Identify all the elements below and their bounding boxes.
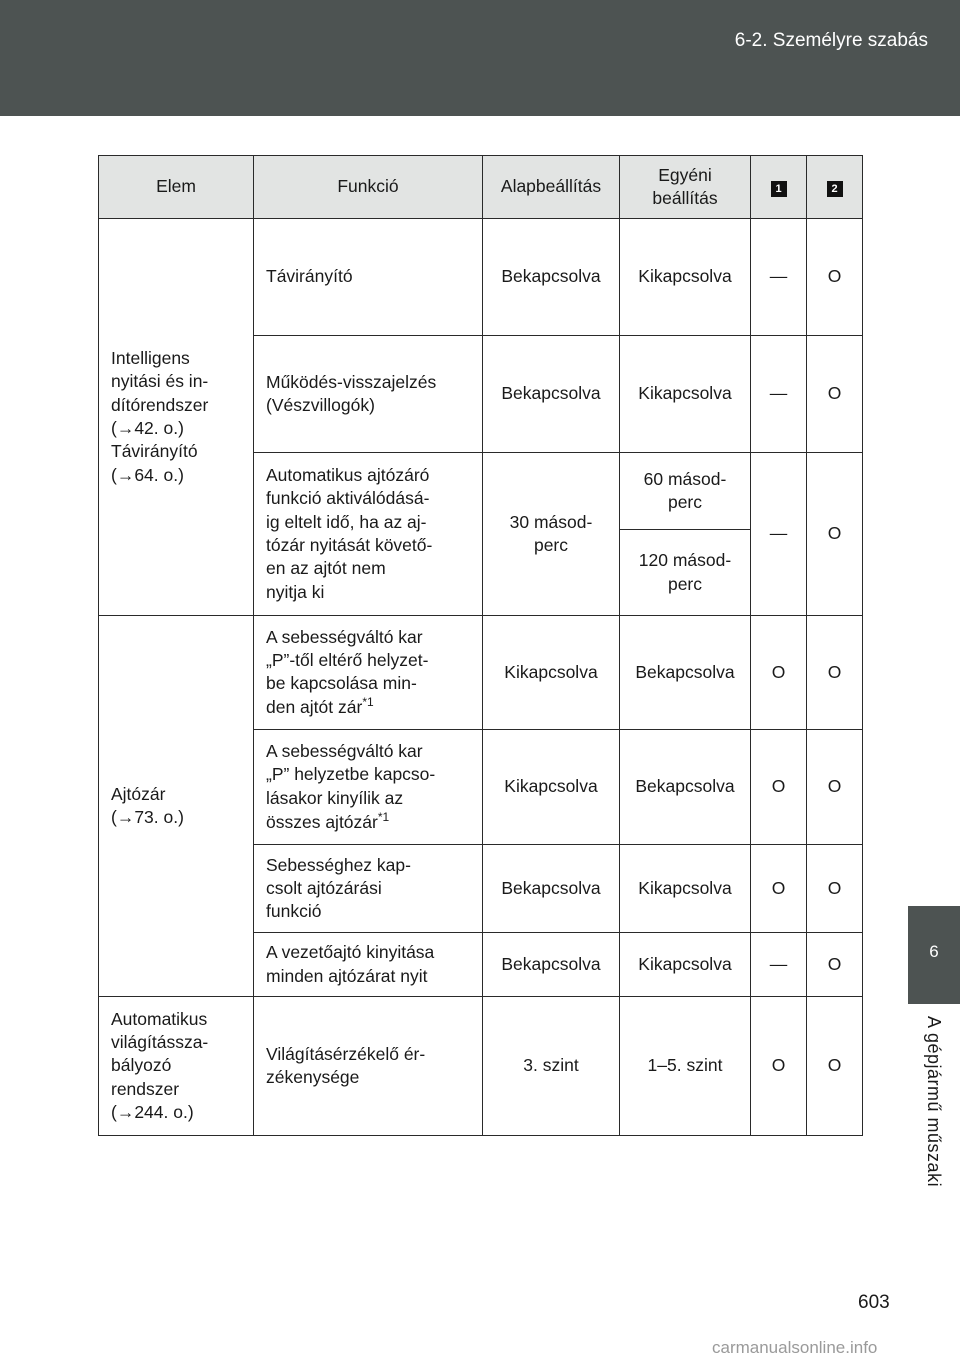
col2-cell: O <box>807 997 863 1136</box>
header-alap: Alapbeállítás <box>483 156 620 219</box>
header-elem: Elem <box>99 156 254 219</box>
egyeni-cell: Kikapcsolva <box>620 933 751 997</box>
alap-cell: Kikapcsolva <box>483 730 620 845</box>
col1-cell: — <box>751 453 807 616</box>
col2-cell: O <box>807 336 863 453</box>
alap-cell: 3. szint <box>483 997 620 1136</box>
funkcio-cell: A sebességváltó kar „P” helyzetbe kapcso- lásakor kinyílik az összes ajtózár$^{*1}$ <box>254 730 483 845</box>
table-row <box>99 616 863 730</box>
alap-cell: Bekapcsolva <box>483 336 620 453</box>
col2-cell: O <box>807 730 863 845</box>
col1-cell: O <box>751 616 807 730</box>
footnote-mark: *1 <box>362 695 374 710</box>
egyeni-cell: 60 másod- perc <box>620 453 751 530</box>
header-funkcio: Funkció <box>254 156 483 219</box>
elem-cell: Automatikus világítássza- bályozó rendszer (→244. o.) <box>99 997 254 1136</box>
col1-cell: O <box>751 997 807 1136</box>
chapter-title: A gépjármű műszaki <box>924 1016 944 1188</box>
egyeni-cell: Bekapcsolva <box>620 730 751 845</box>
funkcio-cell: Világításérzékelő ér- zékenysége <box>254 997 483 1136</box>
table-row <box>99 997 863 1136</box>
header-egyeni: Egyéni beállítás <box>620 156 751 219</box>
egyeni-cell: Kikapcsolva <box>620 219 751 336</box>
section-title: 6-2. Személyre szabás <box>734 30 928 51</box>
badge-2-icon: 2 <box>827 181 843 197</box>
funkcio-cell: A vezetőajtó kinyitása minden ajtózárat nyit <box>254 933 483 997</box>
col1-cell: O <box>751 730 807 845</box>
funkcio-cell: Távirányító <box>254 219 483 336</box>
col2-cell: O <box>807 219 863 336</box>
alap-cell: 30 másod- perc <box>483 453 620 616</box>
watermark: carmanualsonline.info <box>712 1338 878 1357</box>
col1-cell: O <box>751 845 807 933</box>
funkcio-cell: A sebességváltó kar „P”-től eltérő helyzet- be kapcsolása min- den ajtót zár$^{*1}$ <box>254 616 483 730</box>
header-col1 <box>751 156 807 219</box>
badge-1-icon: 1 <box>771 181 787 197</box>
col2-cell: O <box>807 933 863 997</box>
elem-cell: Intelligens nyitási és in- dítórendszer (→42. o.) Távirányító (→64. o.) <box>99 219 254 616</box>
alap-cell: Kikapcsolva <box>483 616 620 730</box>
col2-cell: O <box>807 453 863 616</box>
page-number: 603 <box>858 1292 890 1313</box>
funkcio-cell: Működés-visszajelzés (Vészvillogók) <box>254 336 483 453</box>
footnote-mark: *1 <box>377 809 390 824</box>
egyeni-cell: Kikapcsolva <box>620 845 751 933</box>
egyeni-cell: 1–5. szint <box>620 997 751 1136</box>
settings-table <box>98 155 863 1136</box>
col1-cell: — <box>751 336 807 453</box>
alap-cell: Bekapcsolva <box>483 219 620 336</box>
col2-cell: O <box>807 845 863 933</box>
egyeni-cell: Kikapcsolva <box>620 336 751 453</box>
chapter-tab <box>908 906 960 1004</box>
header-bar <box>0 0 960 116</box>
funkcio-cell: Automatikus ajtózáró funkció aktiválódásá- ig eltelt idő, ha az aj- tózár nyitását követő- en az ajtót nem nyitja ki <box>254 453 483 616</box>
egyeni-cell: 120 másod- perc <box>620 530 751 616</box>
header-col2 <box>807 156 863 219</box>
col1-cell: — <box>751 219 807 336</box>
table-row <box>99 219 863 336</box>
egyeni-cell: Bekapcsolva <box>620 616 751 730</box>
chapter-number: 6 <box>929 942 939 961</box>
col1-cell: — <box>751 933 807 997</box>
funkcio-cell: Sebességhez kap- csolt ajtózárási funkció <box>254 845 483 933</box>
table-header-row <box>99 156 863 219</box>
elem-cell: Ajtózár (→73. o.) <box>99 616 254 997</box>
alap-cell: Bekapcsolva <box>483 933 620 997</box>
alap-cell: Bekapcsolva <box>483 845 620 933</box>
col2-cell: O <box>807 616 863 730</box>
